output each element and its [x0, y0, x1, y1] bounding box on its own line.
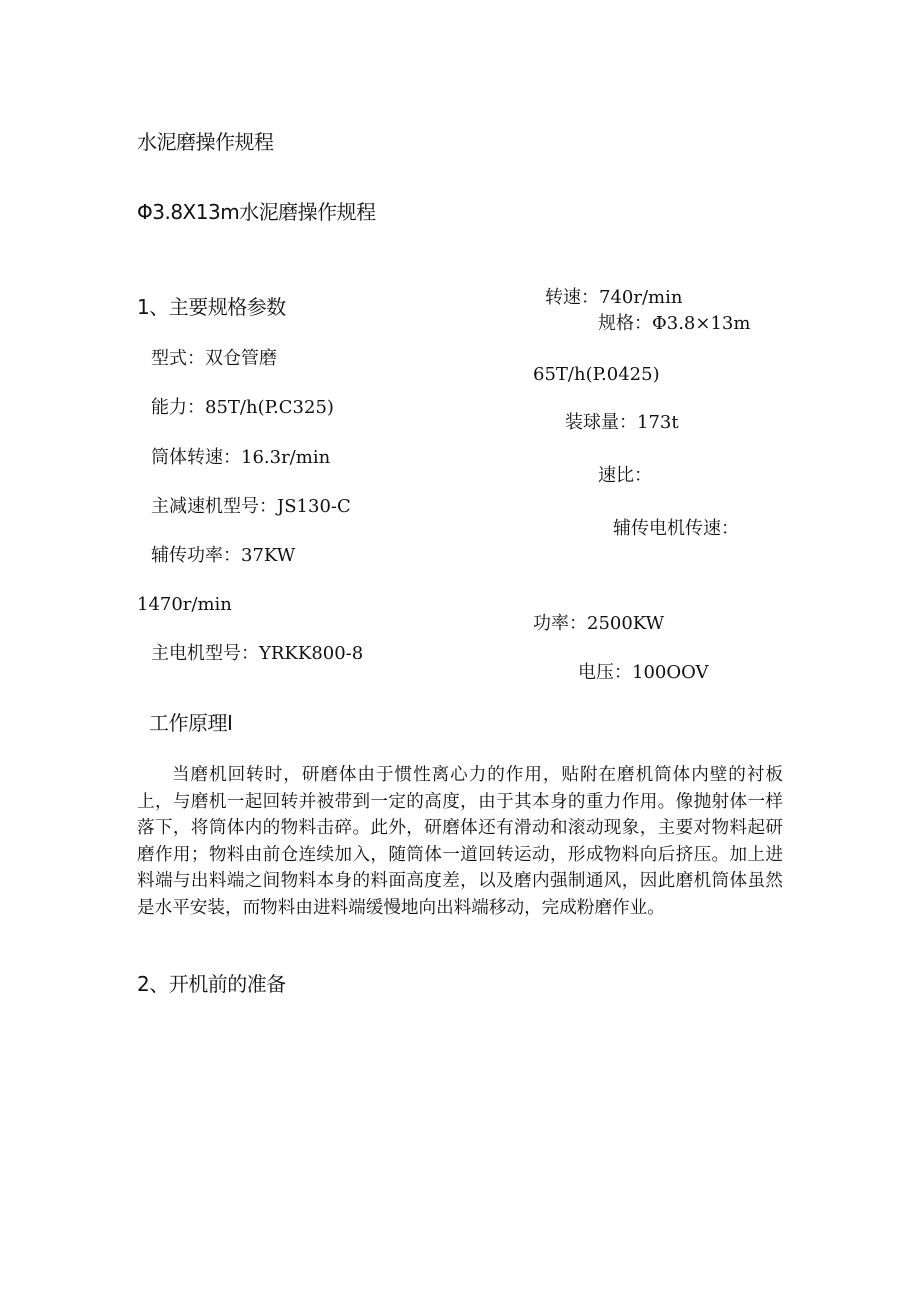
spec-power: 功率：2500KW — [533, 613, 665, 634]
spec-capacity: 能力：85T/h(P.C325) — [151, 397, 334, 418]
document-subtitle — [137, 202, 376, 222]
spec-main-reducer-model: 主减速机型号：JS130-C — [151, 496, 351, 517]
spec-shell-speed: 筒体转速：16.3r/min — [151, 447, 331, 468]
document-title: 水泥磨操作规程 — [137, 130, 274, 154]
principle-paragraph: 当磨机回转时，研磨体由于惯性离心力的作用，贴附在磨机筒体内壁的衬板上，与磨机一起回转并被带到一定的高度，由于其本身的重力作用。像抛射体一样落下，将筒体内的物料击碎。此外，研磨体还有滑动和滚动现象，主要对物料起研磨作用；物料由前仓连续加入，随筒体一道回转运动，形成物料向后挤压。加上进料端与出料端之间物料本身的料面高度差，以及磨内强制通风，因此磨机筒体虽然是水平安装，而物料由进料端缓慢地向出料端移动，完成粉磨作业。 — [137, 765, 783, 918]
spec-aux-motor-speed-label: 辅传电机传速： — [613, 518, 739, 539]
spec-motor-speed: 转速：740r/min — [545, 287, 683, 308]
spec-speed-ratio: 速比： — [598, 465, 652, 486]
principle-heading: 工作原理I — [149, 711, 233, 735]
spec-main-motor-model: 主电机型号：YRKK800-8 — [151, 643, 364, 664]
spec-size: 规格：Φ3.8×13m — [598, 313, 751, 334]
spec-ball-load: 装球量：173t — [565, 412, 679, 433]
section-2-heading: 2、开机前的准备 — [137, 972, 286, 996]
spec-aux-motor-speed-value: 1470r/min — [137, 594, 232, 615]
section-1-heading: 1、主要规格参数 — [137, 295, 286, 319]
spec-capacity-alt: 65T/h(P.0425) — [533, 364, 660, 385]
spec-aux-drive-power: 辅传功率：37KW — [151, 545, 296, 566]
document-subtitle-text: Φ3.8X13m水泥磨操作规程 — [137, 200, 376, 224]
spec-voltage: 电压：100OOV — [578, 662, 709, 683]
spec-type: 型式：双仓管磨 — [151, 348, 277, 369]
